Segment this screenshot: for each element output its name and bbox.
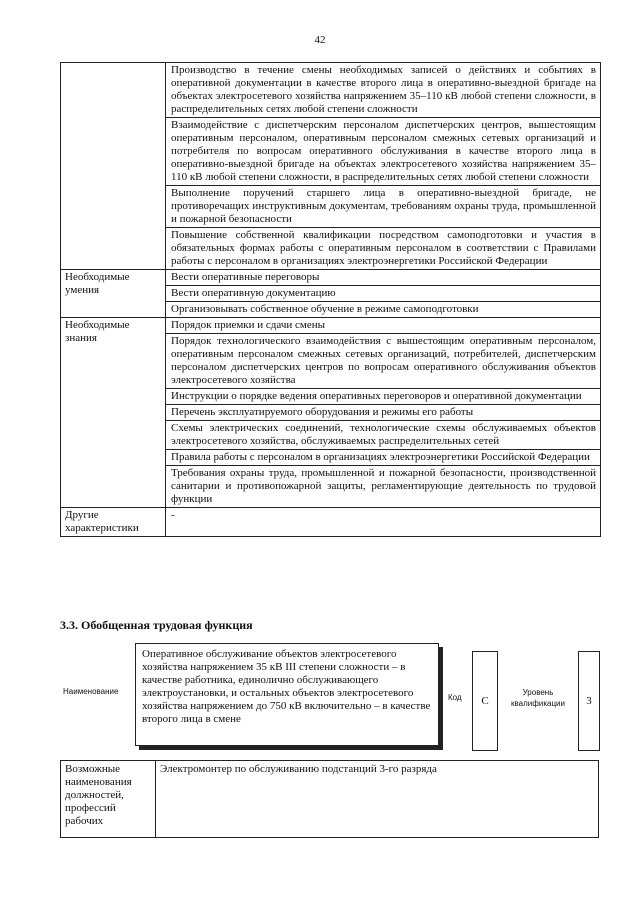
table-row xyxy=(61,508,601,537)
table-row xyxy=(61,63,601,118)
row-text: Инструкции о порядке ведения оперативных переговоров и оперативной документации xyxy=(166,389,601,405)
positions-value: Электромонтер по обслуживанию подстанций 3-го разряда xyxy=(156,761,599,838)
row-text: Порядок технологического взаимодействия с вышестоящим оперативным персоналом, оперативным персоналом смежных сетевых организаций, потребителей, диспетчерским персоналом диспетчерских центров по вопросам оперативного обслуживания объектов электросетевого хозяйства xyxy=(166,334,601,389)
row-label-empty xyxy=(61,63,166,270)
name-box: Оперативное обслуживание объектов электросетевого хозяйства напряжением 35 кВ III степени сложности – в качестве работника, единолично обслуживающего электроустановки, и остальных объектов электросетевого хозяйства напряжением до 750 кВ включительно – в качестве второго лица в смене xyxy=(135,643,439,746)
row-text: Схемы электрических соединений, технологические схемы обслуживаемых объектов электросетевого хозяйства, обслуживаемых распределительных сетей xyxy=(166,421,601,450)
row-text: Вести оперативную документацию xyxy=(166,286,601,302)
positions-label: Возможные наименования должностей, профессий рабочих xyxy=(61,761,156,838)
name-label: Наименование xyxy=(63,687,119,696)
code-label: Код xyxy=(448,693,462,702)
row-label-other: Другие характеристики xyxy=(61,508,166,537)
row-text: Организовывать собственное обучение в режиме самоподготовки xyxy=(166,302,601,318)
qualification-level-label: Уровень квалификации xyxy=(511,688,565,708)
labor-function-table xyxy=(60,62,601,537)
table-row xyxy=(61,270,601,286)
row-text: Взаимодействие с диспетчерским персоналом диспетчерских центров, вышестоящим оперативным персоналом, оперативным персоналом смежных сетевых организаций и потребителя по вопросам оперативного обслуживания в качестве второго лица в оперативно-выездной бригаде на объектах электросетевого хозяйства напряжением 35–110 кВ любой степени сложности, в распределительных сетях любой степени сложности xyxy=(166,118,601,186)
positions-table xyxy=(60,760,599,838)
row-label-knowledge: Необходимые знания xyxy=(61,318,166,508)
row-text: Повышение собственной квалификации посредством самоподготовки и участия в обязательных формах работы с оперативным персоналом в соответствии с Правилами работы с персоналом в организациях электроэнергетики Российской Федерации xyxy=(166,228,601,270)
row-text: Производство в течение смены необходимых записей о действиях и событиях в оперативной документации в качестве второго лица в оперативно-выездной бригаде на объектах электросетевого хозяйства напряжением 35–110 кВ любой степени сложности, в распределительных сетях любой степени сложности xyxy=(166,63,601,118)
row-text: Порядок приемки и сдачи смены xyxy=(166,318,601,334)
row-text: Выполнение поручений старшего лица в оперативно-выездной бригаде, не противоречащих инструктивным документам, требованиям охраны труда, промышленной и пожарной безопасности xyxy=(166,186,601,228)
row-text: Требования охраны труда, промышленной и пожарной безопасности, производственной санитарии и противопожарной защиты, регламентирующие деятельность по трудовой функции xyxy=(166,466,601,508)
table-row xyxy=(61,318,601,334)
section-title: 3.3. Обобщенная трудовая функция xyxy=(60,618,253,632)
row-text: Вести оперативные переговоры xyxy=(166,270,601,286)
code-box: C xyxy=(472,651,498,751)
page-number: 42 xyxy=(314,34,326,46)
row-text: Перечень эксплуатируемого оборудования и режимы его работы xyxy=(166,405,601,421)
row-label-skills: Необходимые умения xyxy=(61,270,166,318)
qualification-level-box: 3 xyxy=(578,651,600,751)
row-text: Правила работы с персоналом в организациях электроэнергетики Российской Федерации xyxy=(166,450,601,466)
table-row xyxy=(61,761,599,838)
row-text: - xyxy=(166,508,601,537)
